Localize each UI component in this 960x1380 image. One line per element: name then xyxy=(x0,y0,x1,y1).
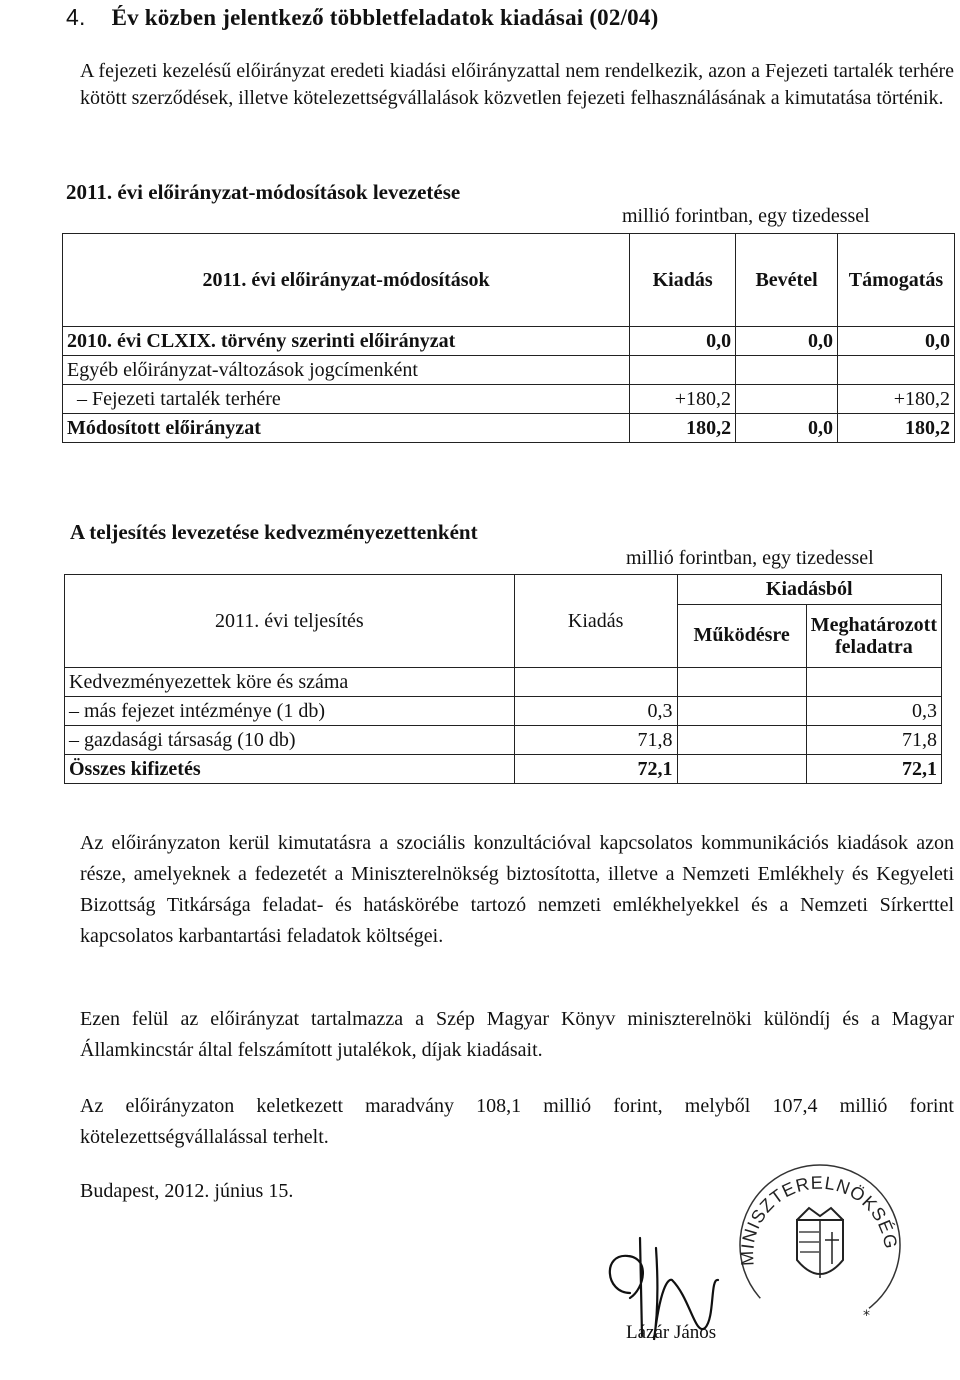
table2-unit: millió forintban, egy tizedessel xyxy=(626,547,874,569)
cell-mukodes xyxy=(677,697,806,726)
table-row xyxy=(65,697,942,726)
cell-bevetel xyxy=(736,385,838,414)
cell-tamogatas xyxy=(838,356,955,385)
signatory-name: Lázár János xyxy=(626,1322,717,1343)
cell-bevetel: 0,0 xyxy=(736,414,838,443)
cell-kiadas xyxy=(630,356,736,385)
row-label: – gazdasági társaság (10 db) xyxy=(65,726,515,755)
intro-paragraph: A fejezeti kezelésű előirányzat eredeti kiadási előirányzattal nem rendelkezik, azon a Fejezeti tartalék terhére kötött szerződések, illetve kötelezettségvállalások közvetlen fejezeti felhasználásának a kimutatása történik. xyxy=(80,60,954,109)
row-label: – más fejezet intézménye (1 db) xyxy=(65,697,515,726)
table-row xyxy=(65,755,942,784)
cell-mukodes xyxy=(677,726,806,755)
paragraph-1: Az előirányzaton kerül kimutatásra a szociális konzultációval kapcsolatos kommunikációs kiadások azon része, amelyeknek a fedezetét a Miniszterelnökség biztosította, illetve a Nemzeti Emlékhely és Kegyeleti Bizottság Titkársága feladat- és hatáskörébe tartozó nemzeti emlékhelyekkel és a Nemzeti Sírkerttel kapcsolatos karbantartási feladatok költségei. xyxy=(80,832,954,947)
table-row xyxy=(65,668,942,697)
cell-meghatarozott: 72,1 xyxy=(806,755,941,784)
cell-kiadas: 71,8 xyxy=(514,726,677,755)
table1-header-row xyxy=(63,234,955,327)
cell-mukodes xyxy=(677,668,806,697)
table1-unit: millió forintban, egy tizedessel xyxy=(622,205,870,227)
row-label: Kedvezményezettek köre és száma xyxy=(65,668,515,697)
row-label: Összes kifizetés xyxy=(65,755,515,784)
table-row xyxy=(63,356,955,385)
cell-mukodes xyxy=(677,755,806,784)
table1-header-label: 2011. évi előirányzat-módosítások xyxy=(63,234,630,327)
section-heading xyxy=(66,4,658,31)
cell-tamogatas: +180,2 xyxy=(838,385,955,414)
cell-bevetel xyxy=(736,356,838,385)
row-label: Módosított előirányzat xyxy=(63,414,630,443)
table2-header-group: Kiadásból xyxy=(677,575,941,605)
svg-text:MINISZTERELNÖKSÉG: MINISZTERELNÖKSÉG xyxy=(736,1172,902,1267)
row-label: 2010. évi CLXIX. törvény szerinti előirányzat xyxy=(63,327,630,356)
table2-header-kiadas: Kiadás xyxy=(514,575,677,668)
row-label: – Fejezeti tartalék terhére xyxy=(63,385,630,414)
table1 xyxy=(62,233,955,443)
table2-header-row-1 xyxy=(65,575,942,605)
table-row xyxy=(63,327,955,356)
row-label: Egyéb előirányzat-változások jogcímenként xyxy=(63,356,630,385)
table1-header-tamogatas: Támogatás xyxy=(838,234,955,327)
table-row xyxy=(63,414,955,443)
paragraph-3: Az előirányzaton keletkezett maradvány 108,1 millió forint, melyből 107,4 millió forint kötelezettségvállalással terhelt. xyxy=(80,1095,954,1148)
paragraph-2: Ezen felül az előirányzat tartalmazza a Szép Magyar Könyv miniszterelnöki különdíj és a Magyar Államkincstár által felszámított jutalékok, díjak kiadásait. xyxy=(80,1008,954,1061)
cell-tamogatas: 0,0 xyxy=(838,327,955,356)
table2-header-meghatarozott: Meghatározott feladatra xyxy=(806,604,941,667)
cell-tamogatas: 180,2 xyxy=(838,414,955,443)
table1-header-bevetel: Bevétel xyxy=(736,234,838,327)
table2 xyxy=(64,574,942,784)
cell-meghatarozott: 71,8 xyxy=(806,726,941,755)
section-number: 4. xyxy=(66,4,86,30)
table-row xyxy=(63,385,955,414)
section-title: Év közben jelentkező többletfeladatok kiadásai (02/04) xyxy=(111,5,659,30)
cell-meghatarozott: 0,3 xyxy=(806,697,941,726)
cell-kiadas: 0,3 xyxy=(514,697,677,726)
cell-kiadas xyxy=(514,668,677,697)
cell-bevetel: 0,0 xyxy=(736,327,838,356)
cell-kiadas: +180,2 xyxy=(630,385,736,414)
table1-title: 2011. évi előirányzat-módosítások levezetése xyxy=(66,180,461,204)
cell-meghatarozott xyxy=(806,668,941,697)
svg-text:*: * xyxy=(863,1308,870,1324)
cell-kiadas: 180,2 xyxy=(630,414,736,443)
cell-kiadas: 0,0 xyxy=(630,327,736,356)
table-row xyxy=(65,726,942,755)
table2-header-mukodes: Működésre xyxy=(677,604,806,667)
table2-header-label: 2011. évi teljesítés xyxy=(65,575,515,668)
table2-title: A teljesítés levezetése kedvezményezettenként xyxy=(70,520,478,544)
cell-kiadas: 72,1 xyxy=(514,755,677,784)
place-date: Budapest, 2012. június 15. xyxy=(80,1180,294,1202)
table1-header-kiadas: Kiadás xyxy=(630,234,736,327)
